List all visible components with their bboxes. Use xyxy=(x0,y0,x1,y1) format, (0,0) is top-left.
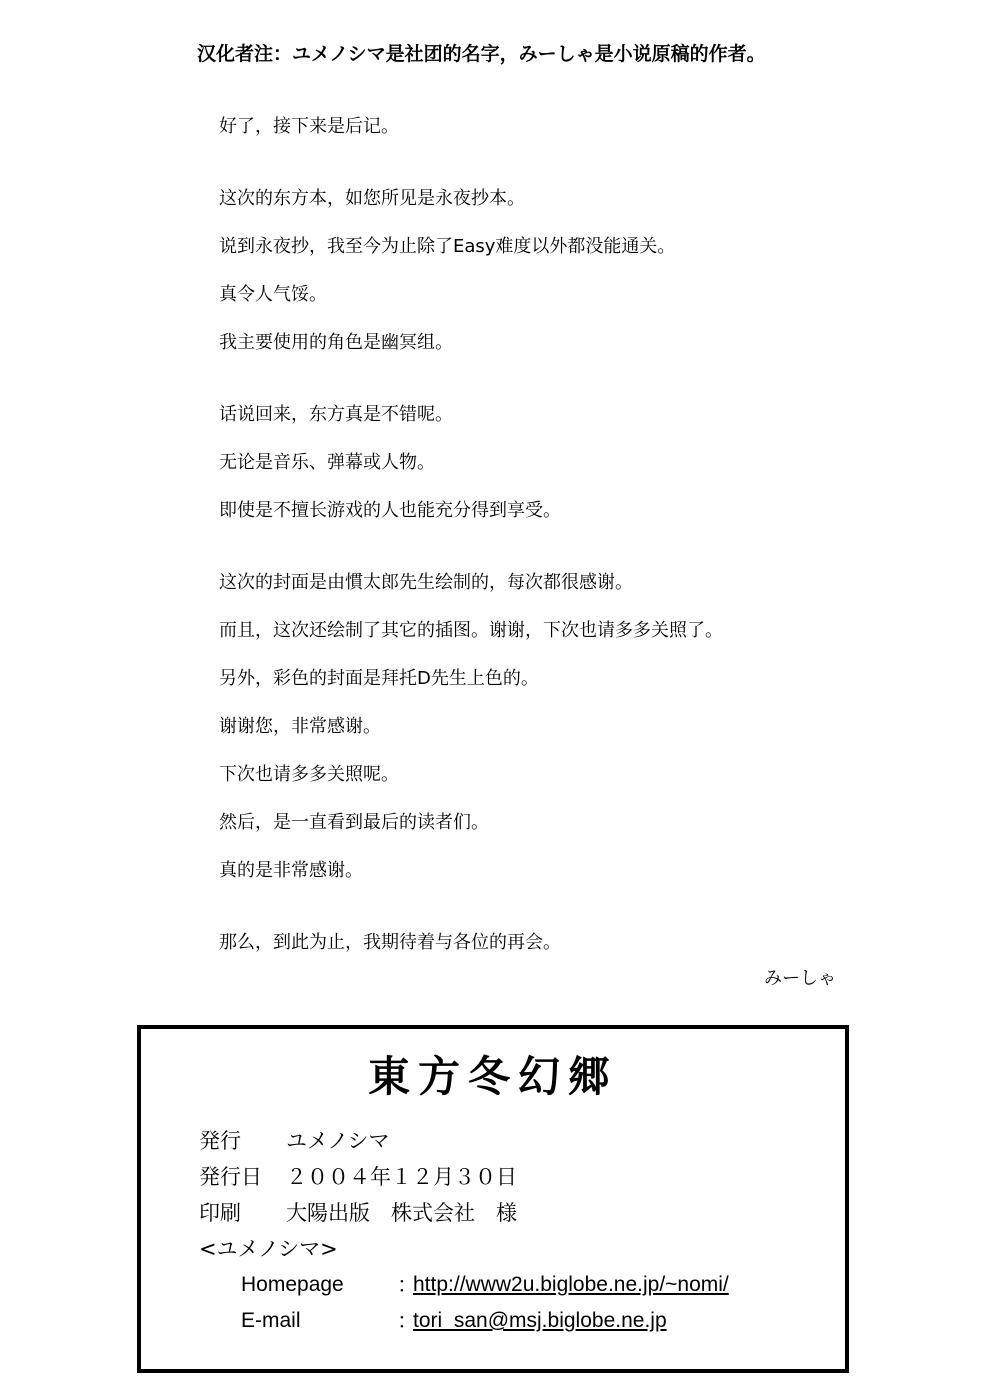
afterword-line: 我主要使用的角色是幽冥组。 xyxy=(219,332,453,353)
email-label: E-mail xyxy=(241,1309,301,1332)
publisher-value: ユメノシマ xyxy=(286,1129,390,1153)
afterword-line: 即使是不擅长游戏的人也能充分得到享受。 xyxy=(219,500,561,521)
publisher-label: 発行 xyxy=(199,1129,241,1153)
afterword-line: 无论是音乐、弹幕或人物。 xyxy=(219,452,435,473)
afterword-line: 这次的东方本，如您所见是永夜抄本。 xyxy=(219,188,525,209)
afterword-line: 真令人气馁。 xyxy=(219,284,327,305)
printer-label: 印刷 xyxy=(199,1201,241,1225)
afterword-line: 话说回来，东方真是不错呢。 xyxy=(219,404,453,425)
afterword-line: 然后，是一直看到最后的读者们。 xyxy=(219,812,489,833)
homepage-label: Homepage xyxy=(241,1273,344,1296)
afterword-line: 而且，这次还绘制了其它的插图。谢谢，下次也请多多关照了。 xyxy=(219,620,723,641)
afterword-line: 那么，到此为止，我期待着与各位的再会。 xyxy=(219,932,561,953)
homepage-colon: ： xyxy=(397,1273,418,1297)
colophon-box xyxy=(137,1025,849,1373)
afterword-line: 说到永夜抄，我至今为止除了Easy难度以外都没能通关。 xyxy=(219,236,676,257)
afterword-line: 好了，接下来是后记。 xyxy=(219,116,399,137)
book-title: 東方冬幻郷 xyxy=(367,1052,618,1101)
afterword-line: 真的是非常感谢。 xyxy=(219,860,363,881)
homepage-link[interactable]: http://www2u.biglobe.ne.jp/~nomi/ xyxy=(413,1273,729,1296)
email-link[interactable]: tori_san@msj.biglobe.ne.jp xyxy=(413,1309,667,1332)
date-label: 発行日 xyxy=(199,1165,262,1189)
afterword-line: 这次的封面是由慣太郎先生绘制的，每次都很感谢。 xyxy=(219,572,633,593)
date-value: ２００４年１２月３０日 xyxy=(286,1165,517,1189)
circle-heading: <ユメノシマ> xyxy=(199,1237,338,1261)
afterword-line: 谢谢您，非常感谢。 xyxy=(219,716,381,737)
printer-value: 大陽出版 株式会社 様 xyxy=(286,1201,517,1225)
email-colon: ： xyxy=(397,1309,418,1333)
afterword-line: 另外，彩色的封面是拜托D先生上色的。 xyxy=(219,668,539,689)
translator-note: 汉化者注：ユメノシマ是社团的名字，みーしゃ是小说原稿的作者。 xyxy=(197,43,766,65)
afterword-line: 下次也请多多关照呢。 xyxy=(219,764,399,785)
author-signature: みーしゃ xyxy=(764,968,836,989)
